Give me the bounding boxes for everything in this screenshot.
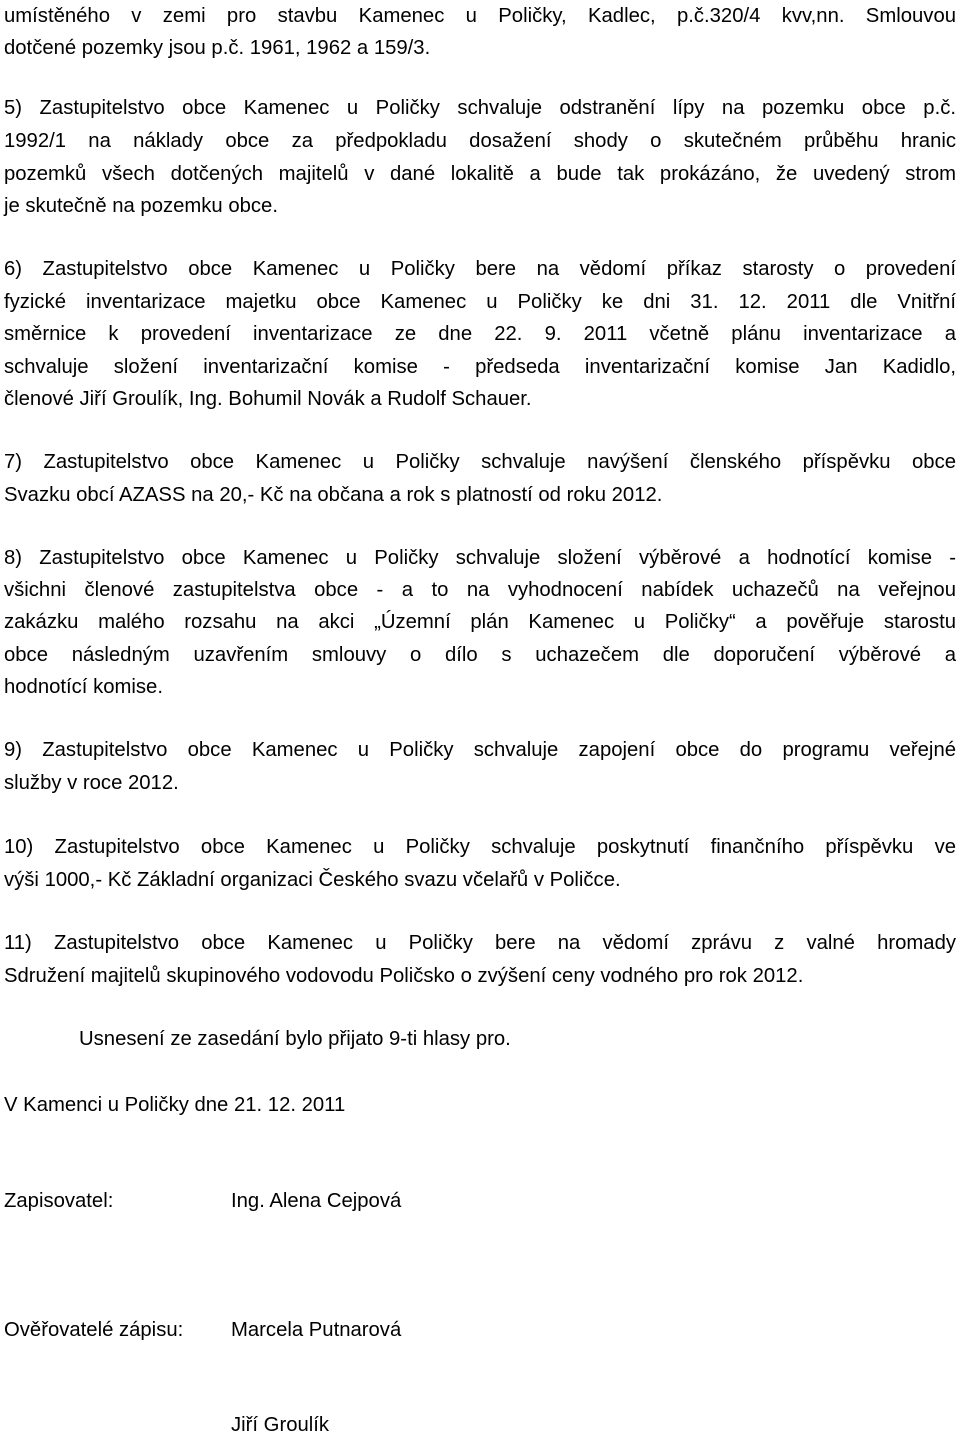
resolution-5-line-3: pozemků všech dotčených majitelů v dané lokalitě a bude tak prokázáno, že uvedený strom: [4, 163, 956, 185]
resolution-10-line-2: výši 1000,- Kč Základní organizaci Českého svazu včelařů v Poličce.: [4, 869, 621, 891]
resolution-6-line-5: členové Jiří Groulík, Ing. Bohumil Novák a Rudolf Schauer.: [4, 388, 532, 410]
resolution-6-line-4: schvaluje složení inventarizační komise - předseda inventarizační komise Jan Kadidlo,: [4, 356, 956, 378]
verifiers-label: Ověřovatelé zápisu:: [4, 1319, 184, 1341]
resolution-5-line-2: 1992/1 na náklady obce za předpokladu dosažení shody o skutečném průběhu hranic: [4, 130, 956, 152]
resolution-8-line-5: hodnotící komise.: [4, 676, 163, 698]
recorder-name: Ing. Alena Cejpová: [231, 1190, 402, 1212]
approval-note: Usnesení ze zasedání bylo přijato 9-ti hlasy pro.: [79, 1028, 511, 1050]
resolution-7-line-2: Svazku obcí AZASS na 20,- Kč na občana a rok s platností od roku 2012.: [4, 484, 663, 506]
resolution-8-line-1: 8) Zastupitelstvo obce Kamenec u Poličky schvaluje složení výběrové a hodnotící komise -: [4, 547, 956, 569]
resolution-8-line-4: obce následným uzavřením smlouvy o dílo s uchazečem dle doporučení výběrové a: [4, 644, 956, 666]
verifier-name-1: Marcela Putnarová: [231, 1319, 402, 1341]
resolution-5-line-1: 5) Zastupitelstvo obce Kamenec u Poličky schvaluje odstranění lípy na pozemku obce p.č.: [4, 97, 956, 119]
resolution-6-line-2: fyzické inventarizace majetku obce Kamenec u Poličky ke dni 31. 12. 2011 dle Vnitřní: [4, 291, 956, 313]
resolution-9-line-1: 9) Zastupitelstvo obce Kamenec u Poličky schvaluje zapojení obce do programu veřejné: [4, 739, 956, 761]
resolution-11-line-1: 11) Zastupitelstvo obce Kamenec u Poličky bere na vědomí zprávu z valné hromady: [4, 932, 956, 954]
resolution-11-line-2: Sdružení majitelů skupinového vodovodu Poličsko o zvýšení ceny vodného pro rok 2012.: [4, 965, 804, 987]
resolution-7-line-1: 7) Zastupitelstvo obce Kamenec u Poličky schvaluje navýšení členského příspěvku obce: [4, 451, 956, 473]
resolution-10-line-1: 10) Zastupitelstvo obce Kamenec u Poličky schvaluje poskytnutí finančního příspěvku ve: [4, 836, 956, 858]
intro-line-2: dotčené pozemky jsou p.č. 1961, 1962 a 159/3.: [4, 37, 431, 59]
resolution-5-line-4: je skutečně na pozemku obce.: [4, 195, 278, 217]
resolution-8-line-3: zakázku malého rozsahu na akci „Územní plán Kamenec u Poličky“ a pověřuje starostu: [4, 611, 956, 633]
resolution-6-line-3: směrnice k provedení inventarizace ze dne 22. 9. 2011 včetně plánu inventarizace a: [4, 323, 956, 345]
resolution-8-line-2: všichni členové zastupitelstva obce - a to na vyhodnocení nabídek uchazečů na veřejnou: [4, 579, 956, 601]
place-date: V Kamenci u Poličky dne 21. 12. 2011: [4, 1094, 346, 1116]
intro-line-1: umístěného v zemi pro stavbu Kamenec u Poličky, Kadlec, p.č.320/4 kvv,nn. Smlouvou: [4, 5, 956, 27]
resolution-9-line-2: služby v roce 2012.: [4, 772, 179, 794]
recorder-label: Zapisovatel:: [4, 1190, 114, 1212]
resolution-6-line-1: 6) Zastupitelstvo obce Kamenec u Poličky bere na vědomí příkaz starosty o provedení: [4, 258, 956, 280]
verifier-name-2: Jiří Groulík: [231, 1414, 330, 1436]
